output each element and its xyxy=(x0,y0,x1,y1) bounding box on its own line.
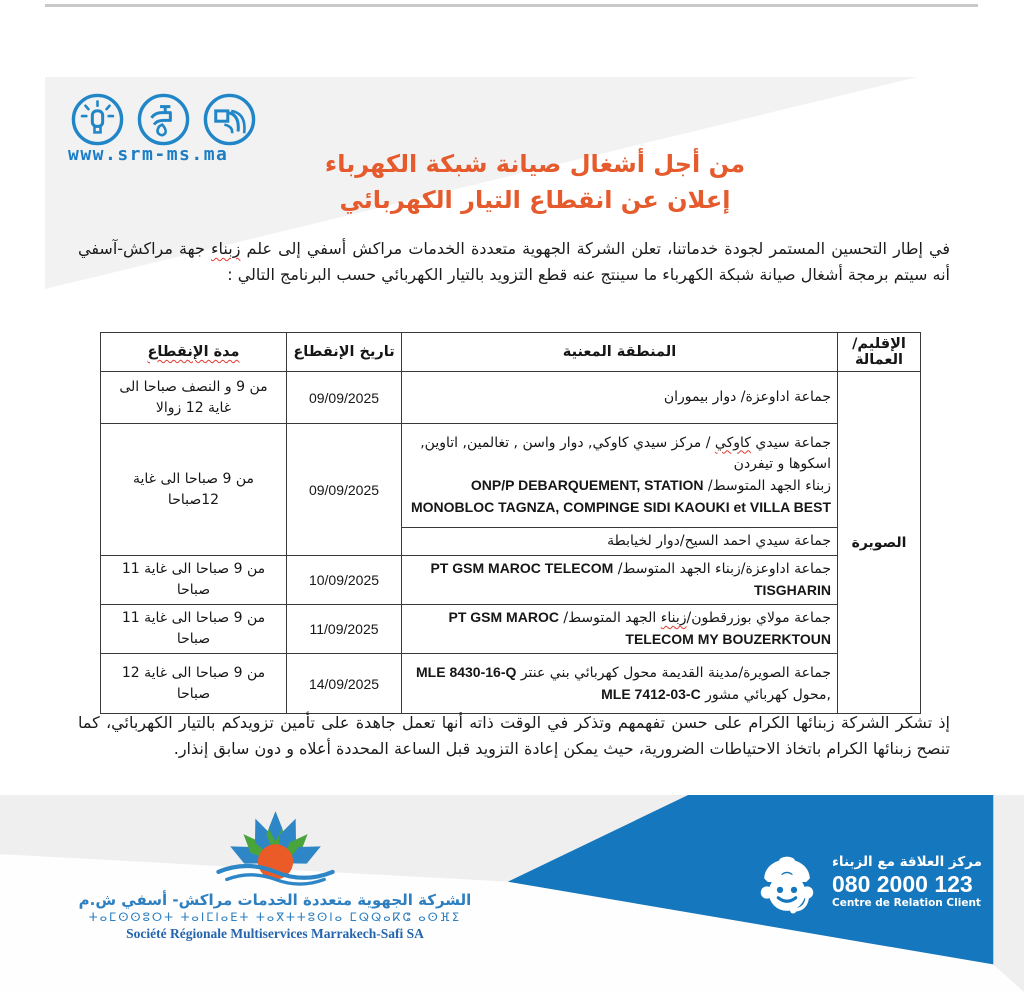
area-latin-text: MLE 8430-16-Q xyxy=(416,663,517,680)
website-url: www.srm-ms.ma xyxy=(68,144,229,165)
contact-center-block xyxy=(752,847,982,917)
page-title xyxy=(295,146,775,218)
support-agent-mascot-icon xyxy=(752,847,822,917)
duration-cell: من 9 صباحا الى غاية 11 صباحا xyxy=(101,605,287,654)
sanitation-icon xyxy=(202,92,257,147)
area-latin-text: MLE 7412-03-C xyxy=(601,685,701,702)
duration-cell: من 9 صباحا الى غاية 11 صباحا xyxy=(101,556,287,605)
table-row xyxy=(101,654,921,714)
area-latin-text: PT GSM MAROC TELECOM TISGHARIN xyxy=(430,560,831,598)
area-latin-text: ONP/P DEBARQUEMENT, STATION MONOBLOC TAGNZA, COMPINGE SIDI KAOUKI et VILLA BEST xyxy=(411,476,831,515)
outage-schedule-table xyxy=(100,332,921,714)
title-line-1: من أجل أشغال صيانة شبكة الكهرباء xyxy=(324,150,746,178)
intro-text-cont: جهة مراكش-آسفي أنه سيتم برمجة أشغال صيانة شبكة الكهرباء ما سينتج عنه قطع التزويد بالتيار الكهربائي حسب البرنامج التالي : xyxy=(78,239,950,284)
top-divider xyxy=(45,4,978,7)
intro-text: في إطار التحسين المستمر لجودة خدماتنا، تعلن الشركة الجهوية متعددة الخدمات مراكش أسفي إلى علم xyxy=(240,239,951,258)
area-text: جماعة مولاي بوزرقطون/ xyxy=(686,610,831,626)
duration-cell: من 9 صباحا الى غاية 12 صباحا xyxy=(101,654,287,714)
header-duration xyxy=(101,333,287,372)
area-cell xyxy=(402,605,838,654)
area-cell: جماعة اداوعزة/ دوار بيموران xyxy=(402,372,838,424)
area-misspelled-word: زبناء xyxy=(660,610,687,626)
area-cell xyxy=(402,424,838,528)
contact-phone-number: 080 2000 123 xyxy=(832,870,973,897)
date-cell: 09/09/2025 xyxy=(287,372,402,424)
area-cell xyxy=(402,654,838,714)
area-text: جماعة اداوعزة/زبناء الجهد المتوسط/ xyxy=(617,561,831,577)
header-duration-label: مدة الإنقطاع xyxy=(147,344,240,360)
company-name-tifinagh: ⵜⴰⵎⵙⵙⵓⵔⵜ ⵜⴰⵏⵎⵏⴰⴹⵜ ⵜⴰⴳⵜⵜⵓⵙⵏⴰ ⵎⵕⵕⴰⴽⵛ ⴰⵙⴼⵉ xyxy=(88,909,462,924)
date-cell: 10/09/2025 xyxy=(287,556,402,605)
area-latin-text: PT GSM MAROC TELECOM MY BOUZERKTOUN xyxy=(448,609,831,647)
area-text: زبناء الجهد المتوسط/ xyxy=(707,477,831,494)
date-cell: 09/09/2025 xyxy=(287,424,402,556)
header-province: الإقليم/العمالة xyxy=(838,333,921,372)
contact-text xyxy=(832,855,982,909)
area-text: / مركز سيدي كاوكي, دوار واسن , تغالمين, اتاوين, اسكوها و تيفردن xyxy=(420,434,831,472)
area-text: جماعة الصويرة/مدينة القديمة محول كهربائي بني عنتر xyxy=(516,664,831,681)
footer-band xyxy=(0,795,1024,992)
table-row xyxy=(101,605,921,654)
table-row xyxy=(101,556,921,605)
area-text: ,محول كهربائي مشور xyxy=(700,686,831,703)
table-row xyxy=(101,372,921,424)
title-line-2: إعلان عن انقطاع التيار الكهربائي xyxy=(339,186,731,214)
duration-cell: من 9 و النصف صباحا الى غاية 12 زوالا xyxy=(101,372,287,424)
table-row xyxy=(101,424,921,528)
contact-label-french: Centre de Relation Client xyxy=(832,896,981,909)
company-logo xyxy=(168,803,383,887)
intro-misspelled-word: زبناء xyxy=(211,239,241,258)
area-cell: جماعة سيدي احمد السيح/دوار لخيابطة xyxy=(402,528,838,556)
intro-paragraph xyxy=(78,236,950,288)
area-text: الجهد المتوسط/ xyxy=(563,610,661,626)
electricity-bulb-icon xyxy=(70,92,125,147)
area-misspelled-word: كاوكي xyxy=(714,434,751,451)
area-text: جماعة سيدي xyxy=(750,434,831,451)
date-cell: 11/09/2025 xyxy=(287,605,402,654)
company-name-arabic: الشركة الجهوية متعددة الخدمات مراكش- أسفي ش.م xyxy=(78,891,472,909)
closing-paragraph: إذ تشكر الشركة زبنائها الكرام على حسن تفهمهم وتذكر في الوقت ذاته أنها تعمل جاهدة على تأمين تزويدكم بالتيار الكهربائي، كما تنصح زبنائها الكرام باتخاذ الاحتياطات الضرورية، حيث يمكن إعادة التزويد قبل الساعة المحددة أعلاه و دون سابق إنذار. xyxy=(78,713,950,758)
header-area: المنطقة المعنية xyxy=(402,333,838,372)
table-header-row xyxy=(101,333,921,372)
province-cell: الصويرة xyxy=(838,372,921,714)
duration-cell: من 9 صباحا الى غاية 12صباحا xyxy=(101,424,287,556)
date-cell: 14/09/2025 xyxy=(287,654,402,714)
utility-icons-row xyxy=(70,92,257,147)
area-cell xyxy=(402,556,838,605)
water-tap-icon xyxy=(136,92,191,147)
header-date: تاريخ الإنقطاع xyxy=(287,333,402,372)
contact-label-arabic: مركز العلاقة مع الزبناء xyxy=(832,853,982,870)
company-logo-block xyxy=(60,803,490,942)
company-name-french: Société Régionale Multiservices Marrakech-Safi SA xyxy=(126,925,424,941)
